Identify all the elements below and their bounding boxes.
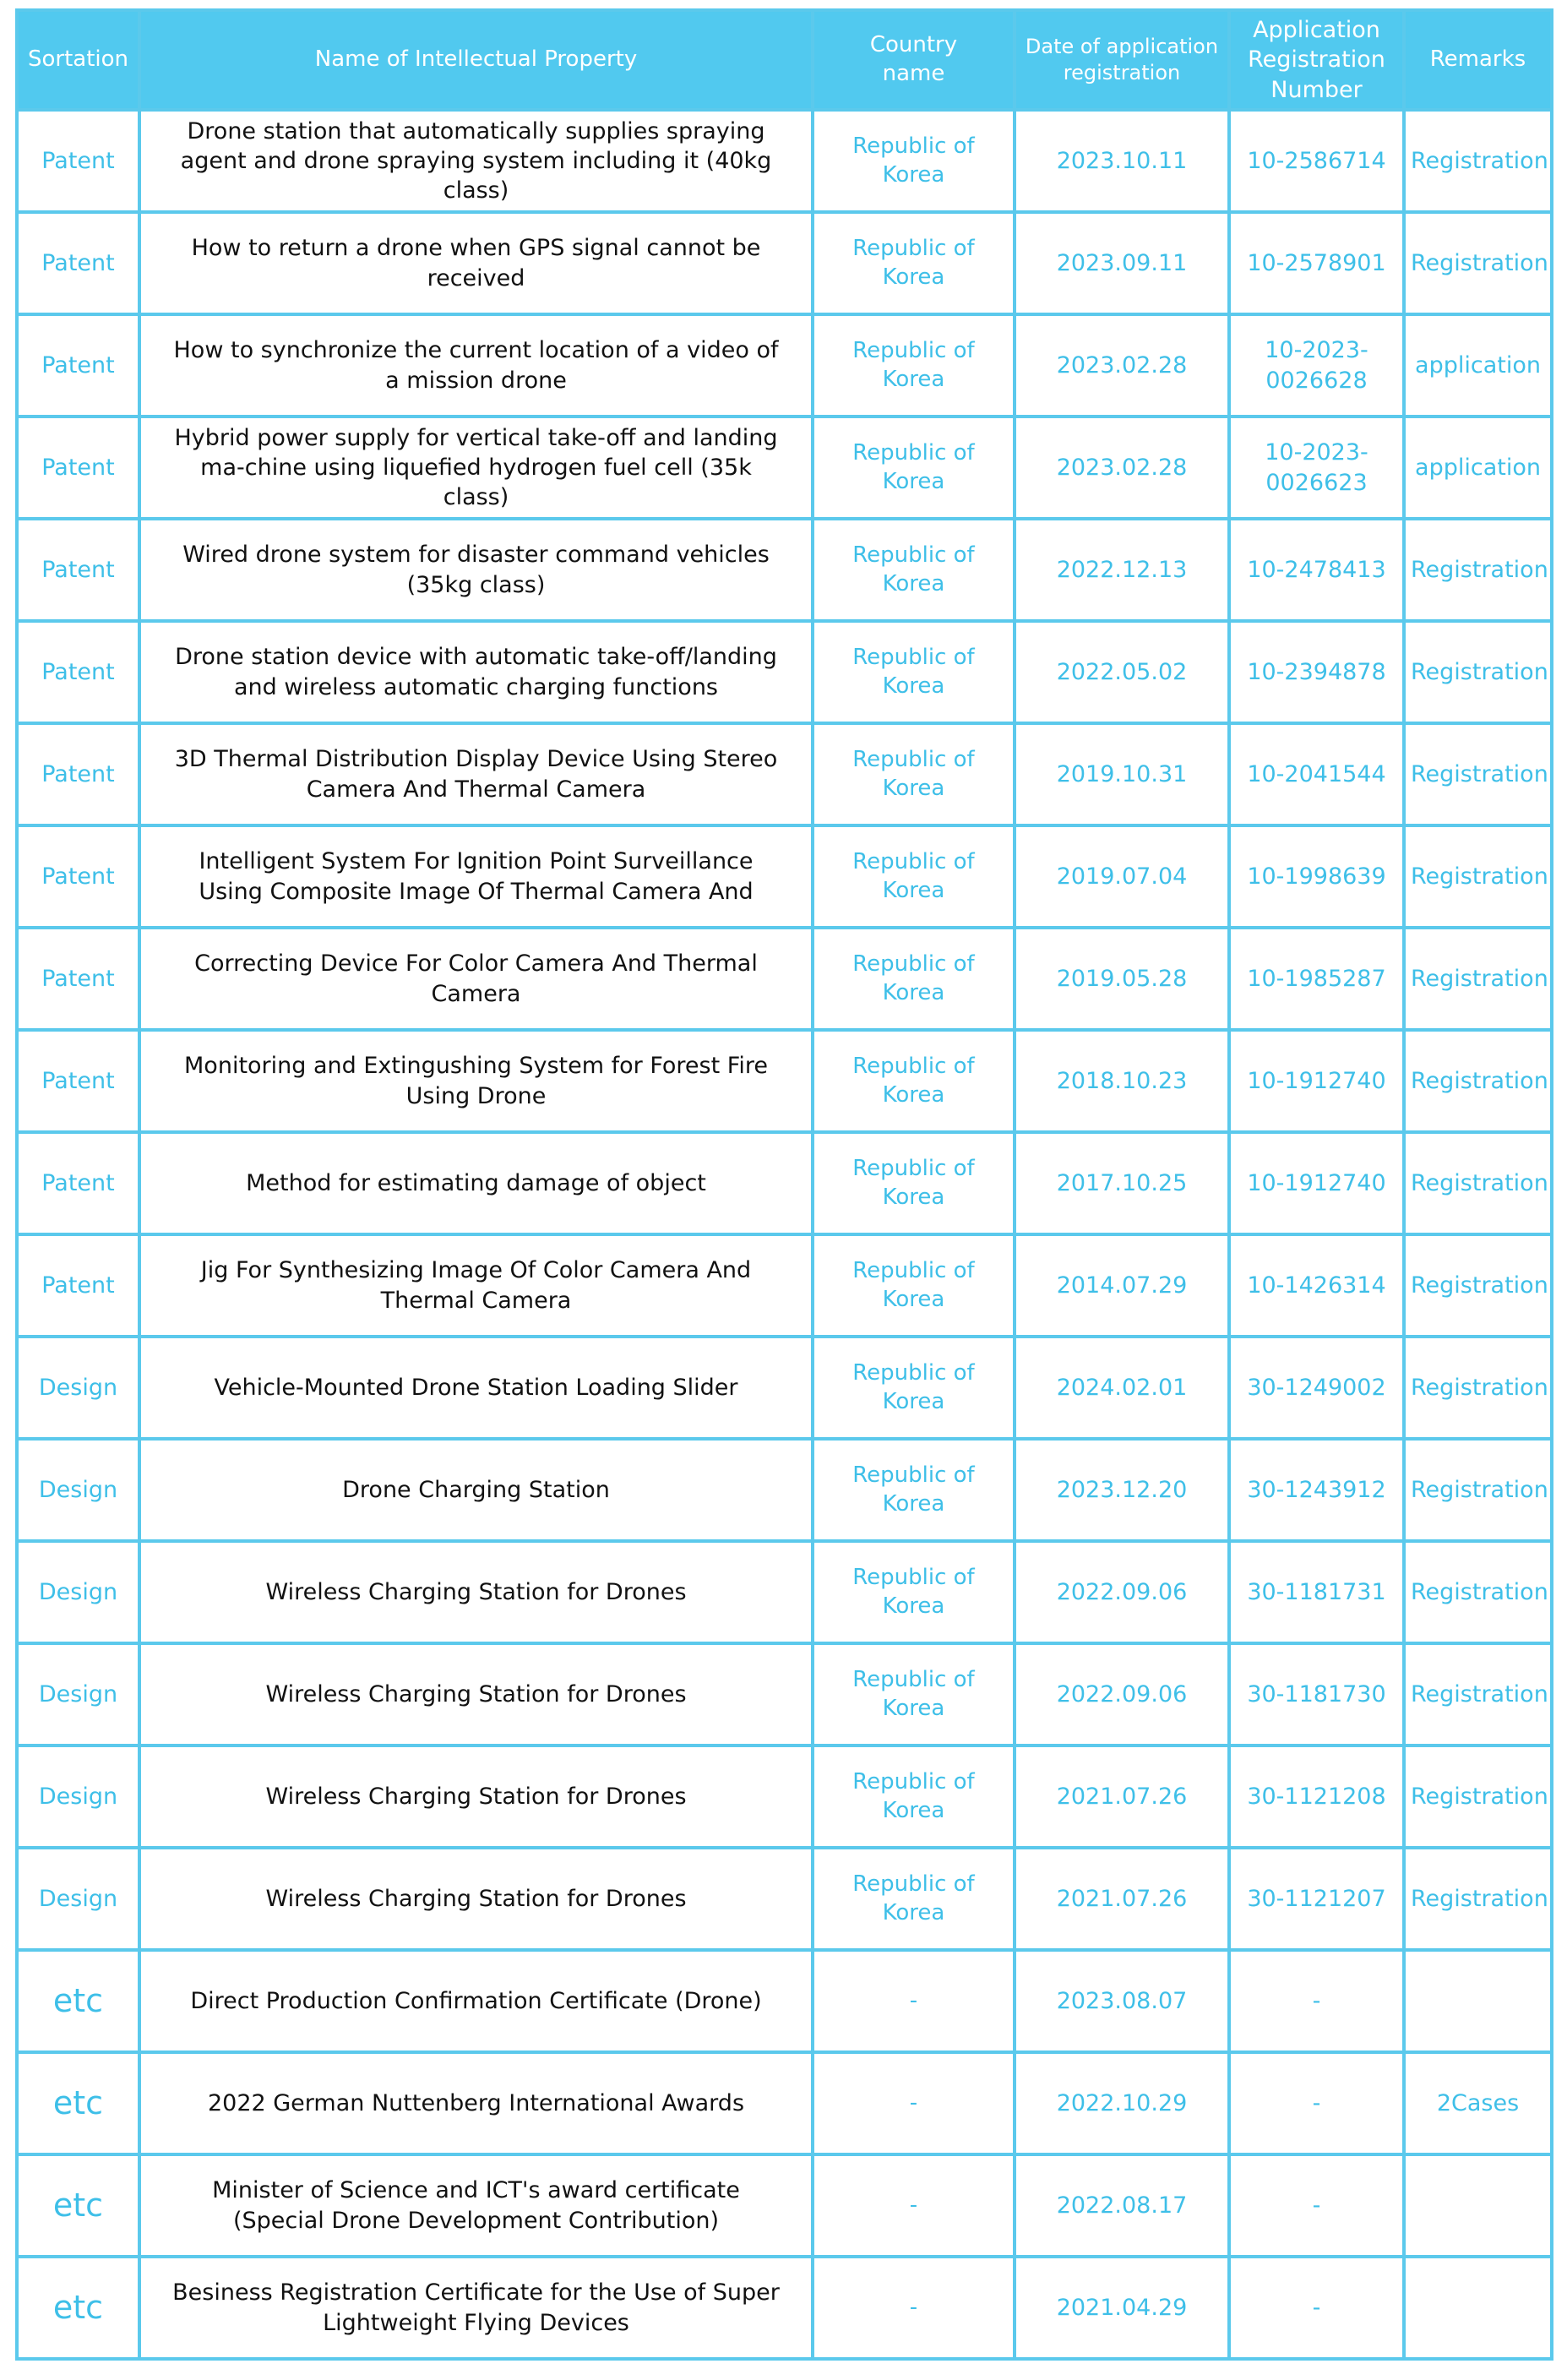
ip-name-cell: Wireless Charging Station for Drones <box>139 1643 813 1746</box>
registration-number-cell: - <box>1229 2052 1404 2154</box>
ip-name-cell: Jig For Synthesizing Image Of Color Camera And Thermal Camera <box>139 1234 813 1337</box>
table-row <box>17 519 1552 621</box>
table-row <box>17 621 1552 723</box>
remarks-cell: Registration <box>1404 1030 1552 1132</box>
ip-name-cell: How to synchronize the current location of a video of a mission drone <box>139 314 813 417</box>
country-cell: Republic of Korea <box>813 314 1015 417</box>
table-row <box>17 1950 1552 2052</box>
remarks-cell <box>1404 2257 1552 2359</box>
country-cell: Republic of Korea <box>813 928 1015 1030</box>
remarks-cell: Registration <box>1404 928 1552 1030</box>
country-cell: Republic of Korea <box>813 212 1015 314</box>
registration-number-cell: - <box>1229 2257 1404 2359</box>
table-row <box>17 1337 1552 1439</box>
table-row <box>17 2257 1552 2359</box>
ip-name-cell: Direct Production Confirmation Certificate (Drone) <box>139 1950 813 2052</box>
remarks-cell: application <box>1404 314 1552 417</box>
remarks-cell: Registration <box>1404 1541 1552 1643</box>
date-cell: 2023.08.07 <box>1015 1950 1229 2052</box>
date-cell: 2019.05.28 <box>1015 928 1229 1030</box>
ip-name-cell: How to return a drone when GPS signal cannot be received <box>139 212 813 314</box>
table-row <box>17 212 1552 314</box>
table-body <box>17 110 1552 2359</box>
table-row <box>17 417 1552 519</box>
country-cell: Republic of Korea <box>813 1541 1015 1643</box>
sortation-cell: Patent <box>17 417 139 519</box>
registration-number-cell: 10-2586714 <box>1229 110 1404 212</box>
sortation-cell: Design <box>17 1848 139 1950</box>
header-name: Name of Intellectual Property <box>139 10 813 110</box>
remarks-cell: Registration <box>1404 110 1552 212</box>
table-row <box>17 825 1552 928</box>
registration-number-cell: 30-1121208 <box>1229 1746 1404 1848</box>
date-cell: 2022.10.29 <box>1015 2052 1229 2154</box>
registration-number-cell: 10-1912740 <box>1229 1030 1404 1132</box>
ip-name-cell: Drone station that automatically supplies spraying agent and drone spraying system including it (40kg class) <box>139 110 813 212</box>
registration-number-cell: 30-1181730 <box>1229 1643 1404 1746</box>
remarks-cell <box>1404 2154 1552 2257</box>
sortation-cell: Patent <box>17 519 139 621</box>
date-cell: 2022.12.13 <box>1015 519 1229 621</box>
date-cell: 2022.05.02 <box>1015 621 1229 723</box>
sortation-cell: Patent <box>17 1030 139 1132</box>
table-row <box>17 1541 1552 1643</box>
table-row <box>17 2154 1552 2257</box>
remarks-cell: Registration <box>1404 1746 1552 1848</box>
country-cell: Republic of Korea <box>813 825 1015 928</box>
sortation-cell: etc <box>17 1950 139 2052</box>
date-cell: 2023.02.28 <box>1015 417 1229 519</box>
country-cell: - <box>813 1950 1015 2052</box>
ip-name-cell: Drone Charging Station <box>139 1439 813 1541</box>
sortation-cell: etc <box>17 2052 139 2154</box>
ip-name-cell: 3D Thermal Distribution Display Device Using Stereo Camera And Thermal Camera <box>139 723 813 825</box>
date-cell: 2021.04.29 <box>1015 2257 1229 2359</box>
sortation-cell: Design <box>17 1439 139 1541</box>
ip-name-cell: Wireless Charging Station for Drones <box>139 1746 813 1848</box>
remarks-cell: Registration <box>1404 212 1552 314</box>
date-cell: 2024.02.01 <box>1015 1337 1229 1439</box>
table-row <box>17 1746 1552 1848</box>
date-cell: 2014.07.29 <box>1015 1234 1229 1337</box>
date-cell: 2023.12.20 <box>1015 1439 1229 1541</box>
sortation-cell: Patent <box>17 928 139 1030</box>
remarks-cell: Registration <box>1404 621 1552 723</box>
remarks-cell <box>1404 1950 1552 2052</box>
sortation-cell: Patent <box>17 825 139 928</box>
date-cell: 2023.02.28 <box>1015 314 1229 417</box>
sortation-cell: Design <box>17 1541 139 1643</box>
header-row <box>17 10 1552 110</box>
table-row <box>17 110 1552 212</box>
registration-number-cell: 10-2023-0026628 <box>1229 314 1404 417</box>
country-cell: Republic of Korea <box>813 1337 1015 1439</box>
country-cell: Republic of Korea <box>813 621 1015 723</box>
sortation-cell: Patent <box>17 723 139 825</box>
table-row <box>17 1234 1552 1337</box>
sortation-cell: Patent <box>17 1132 139 1234</box>
registration-number-cell: 30-1181731 <box>1229 1541 1404 1643</box>
remarks-cell: Registration <box>1404 1439 1552 1541</box>
table-row <box>17 1643 1552 1746</box>
country-cell: Republic of Korea <box>813 1848 1015 1950</box>
registration-number-cell: 10-2394878 <box>1229 621 1404 723</box>
sortation-cell: Patent <box>17 212 139 314</box>
table-row <box>17 2052 1552 2154</box>
registration-number-cell: - <box>1229 2154 1404 2257</box>
sortation-cell: Patent <box>17 110 139 212</box>
country-cell: Republic of Korea <box>813 1643 1015 1746</box>
country-cell: Republic of Korea <box>813 1132 1015 1234</box>
sortation-cell: Patent <box>17 314 139 417</box>
registration-number-cell: 10-1426314 <box>1229 1234 1404 1337</box>
country-cell: - <box>813 2154 1015 2257</box>
ip-name-cell: Wireless Charging Station for Drones <box>139 1848 813 1950</box>
registration-number-cell: 10-1912740 <box>1229 1132 1404 1234</box>
sortation-cell: etc <box>17 2154 139 2257</box>
registration-number-cell: 10-2478413 <box>1229 519 1404 621</box>
ip-name-cell: Wired drone system for disaster command vehicles (35kg class) <box>139 519 813 621</box>
date-cell: 2019.10.31 <box>1015 723 1229 825</box>
ip-name-cell: 2022 German Nuttenberg International Awards <box>139 2052 813 2154</box>
country-cell: Republic of Korea <box>813 1234 1015 1337</box>
header-sortation: Sortation <box>17 10 139 110</box>
ip-name-cell: Besiness Registration Certificate for the Use of Super Lightweight Flying Devices <box>139 2257 813 2359</box>
sortation-cell: Design <box>17 1643 139 1746</box>
registration-number-cell: 30-1121207 <box>1229 1848 1404 1950</box>
header-date: Date of application registration <box>1015 10 1229 110</box>
table-header <box>17 10 1552 110</box>
header-remarks: Remarks <box>1404 10 1552 110</box>
date-cell: 2021.07.26 <box>1015 1848 1229 1950</box>
date-cell: 2022.09.06 <box>1015 1541 1229 1643</box>
date-cell: 2018.10.23 <box>1015 1030 1229 1132</box>
registration-number-cell: 10-2041544 <box>1229 723 1404 825</box>
registration-number-cell: 10-1998639 <box>1229 825 1404 928</box>
date-cell: 2023.10.11 <box>1015 110 1229 212</box>
remarks-cell: Registration <box>1404 1643 1552 1746</box>
ip-name-cell: Wireless Charging Station for Drones <box>139 1541 813 1643</box>
country-cell: Republic of Korea <box>813 1439 1015 1541</box>
remarks-cell: Registration <box>1404 519 1552 621</box>
country-cell: Republic of Korea <box>813 110 1015 212</box>
remarks-cell: Registration <box>1404 1234 1552 1337</box>
date-cell: 2022.09.06 <box>1015 1643 1229 1746</box>
remarks-cell: Registration <box>1404 825 1552 928</box>
date-cell: 2023.09.11 <box>1015 212 1229 314</box>
country-cell: Republic of Korea <box>813 1030 1015 1132</box>
registration-number-cell: - <box>1229 1950 1404 2052</box>
ip-name-cell: Method for estimating damage of object <box>139 1132 813 1234</box>
date-cell: 2017.10.25 <box>1015 1132 1229 1234</box>
date-cell: 2022.08.17 <box>1015 2154 1229 2257</box>
ip-name-cell: Monitoring and Extingushing System for Forest Fire Using Drone <box>139 1030 813 1132</box>
remarks-cell: Registration <box>1404 1132 1552 1234</box>
table-row <box>17 723 1552 825</box>
country-cell: Republic of Korea <box>813 1746 1015 1848</box>
remarks-cell: Registration <box>1404 723 1552 825</box>
ip-name-cell: Minister of Science and ICT's award certificate (Special Drone Development Contribution) <box>139 2154 813 2257</box>
remarks-cell: Registration <box>1404 1337 1552 1439</box>
table-row <box>17 1848 1552 1950</box>
remarks-cell: Registration <box>1404 1848 1552 1950</box>
sortation-cell: etc <box>17 2257 139 2359</box>
ip-name-cell: Correcting Device For Color Camera And Thermal Camera <box>139 928 813 1030</box>
ip-name-cell: Hybrid power supply for vertical take-off and landing ma-chine using liquefied hydrogen fuel cell (35k class) <box>139 417 813 519</box>
registration-number-cell: 30-1243912 <box>1229 1439 1404 1541</box>
registration-number-cell: 10-2023-0026623 <box>1229 417 1404 519</box>
registration-number-cell: 10-2578901 <box>1229 212 1404 314</box>
header-country: Country name <box>813 10 1015 110</box>
sortation-cell: Design <box>17 1337 139 1439</box>
registration-number-cell: 10-1985287 <box>1229 928 1404 1030</box>
table-row <box>17 928 1552 1030</box>
country-cell: Republic of Korea <box>813 723 1015 825</box>
remarks-cell: application <box>1404 417 1552 519</box>
ip-name-cell: Vehicle-Mounted Drone Station Loading Slider <box>139 1337 813 1439</box>
country-cell: Republic of Korea <box>813 417 1015 519</box>
country-cell: Republic of Korea <box>813 519 1015 621</box>
header-number: Application Registration Number <box>1229 10 1404 110</box>
remarks-cell: 2Cases <box>1404 2052 1552 2154</box>
country-cell: - <box>813 2052 1015 2154</box>
country-cell: - <box>813 2257 1015 2359</box>
registration-number-cell: 30-1249002 <box>1229 1337 1404 1439</box>
ip-name-cell: Drone station device with automatic take-off/landing and wireless automatic charging functions <box>139 621 813 723</box>
sortation-cell: Patent <box>17 1234 139 1337</box>
ip-name-cell: Intelligent System For Ignition Point Surveillance Using Composite Image Of Thermal Camera And <box>139 825 813 928</box>
sortation-cell: Design <box>17 1746 139 1848</box>
table-row <box>17 1030 1552 1132</box>
table-row <box>17 314 1552 417</box>
ip-table <box>15 8 1553 2361</box>
table-row <box>17 1132 1552 1234</box>
date-cell: 2021.07.26 <box>1015 1746 1229 1848</box>
date-cell: 2019.07.04 <box>1015 825 1229 928</box>
sortation-cell: Patent <box>17 621 139 723</box>
table-row <box>17 1439 1552 1541</box>
